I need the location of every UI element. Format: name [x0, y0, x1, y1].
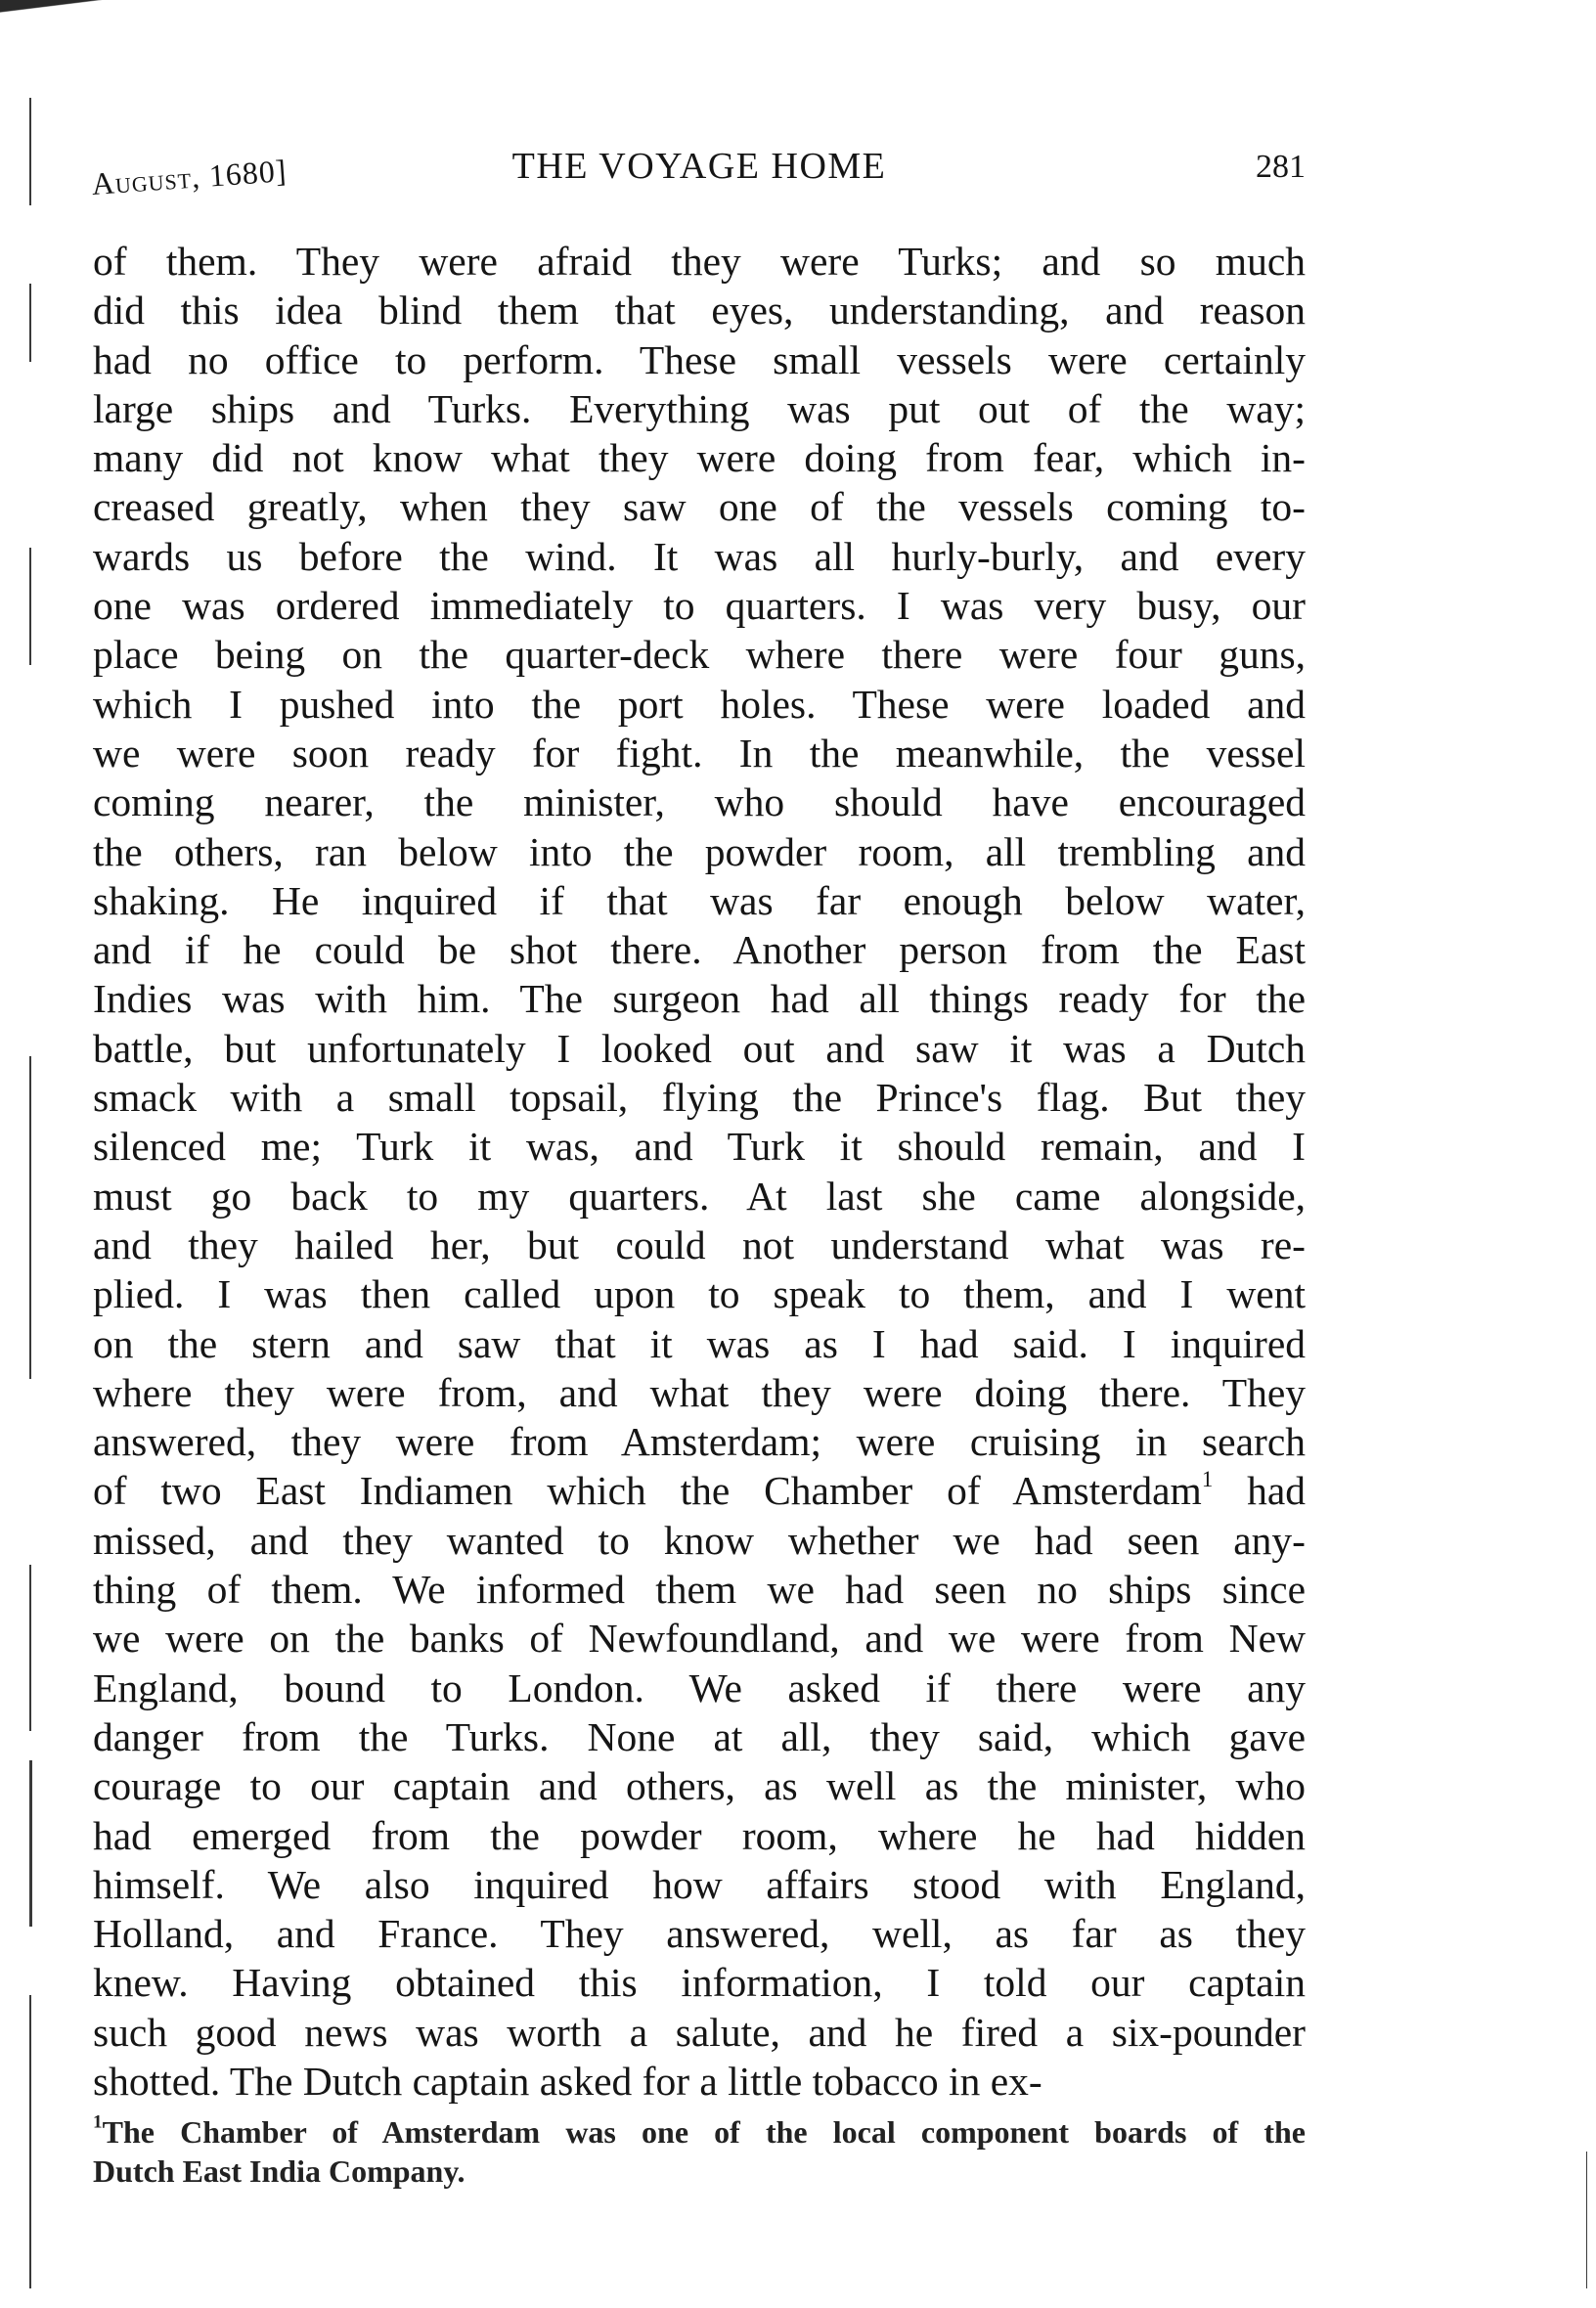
running-head [90, 145, 1306, 203]
text-line: and they hailed her, but could not understand what was re- [93, 1221, 1306, 1267]
text-line: where they were from, and what they were doing there. They [93, 1369, 1306, 1415]
text-line: which I pushed into the port holes. These were loaded and [93, 681, 1306, 727]
text-line: large ships and Turks. Everything was put out of the way; [93, 385, 1306, 431]
scan-edge-line [29, 1565, 31, 1731]
text-line: plied. I was then called upon to speak to them, and I went [93, 1271, 1306, 1317]
text-line: England, bound to London. We asked if there were any [93, 1664, 1306, 1710]
text-line: courage to our captain and others, as well as the minister, who [93, 1763, 1306, 1809]
scan-edge-line [1586, 2152, 1587, 2288]
text-line: wards us before the wind. It was all hurly-burly, and every [93, 533, 1306, 579]
text-line: and if he could be shot there. Another person from the East [93, 927, 1306, 973]
scan-edge-line [29, 98, 31, 205]
text-line: Indies was with him. The surgeon had all things ready for the [93, 976, 1306, 1022]
text-line: Holland, and France. They answered, well, as far as they [93, 1911, 1306, 1957]
text-line: place being on the quarter-deck where there were four guns, [93, 632, 1306, 678]
text-line: thing of them. We informed them we had seen no ships since [93, 1567, 1306, 1613]
text-line: creased greatly, when they saw one of the vessels coming to- [93, 484, 1306, 530]
text-line: must go back to my quarters. At last she came alongside, [93, 1173, 1306, 1219]
text-line: one was ordered immediately to quarters. I was very busy, our [93, 583, 1306, 629]
text-line: on the stern and saw that it was as I had said. I inquired [93, 1320, 1306, 1366]
text-line: such good news was worth a salute, and he fired a six-pounder [93, 2009, 1306, 2055]
footnote [93, 2112, 1306, 2191]
text-line: knew. Having obtained this information, I told our captain [93, 1960, 1306, 2006]
text-line: we were soon ready for fight. In the meanwhile, the vessel [93, 730, 1306, 776]
text-line: had no office to perform. These small vessels were certainly [93, 336, 1306, 382]
text-line-with-footnote-ref [93, 1466, 1306, 1515]
text-line: himself. We also inquired how affairs stood with England, [93, 1861, 1306, 1907]
text-line: we were on the banks of Newfoundland, and we were from New [93, 1616, 1306, 1662]
text-line: shaking. He inquired if that was far enough below water, [93, 877, 1306, 923]
text-line: did this idea blind them that eyes, understanding, and reason [93, 288, 1306, 333]
footnote-line: Dutch East India Company. [93, 2153, 466, 2189]
scan-edge-line [29, 548, 31, 665]
text-line: battle, but unfortunately I looked out and saw it was a Dutch [93, 1025, 1306, 1071]
body-text [93, 237, 1306, 2106]
text-line: missed, and they wanted to know whether we had seen any- [93, 1517, 1306, 1563]
text-line: many did not know what they were doing from fear, which in- [93, 435, 1306, 481]
footnote-reference: 1 [1201, 1467, 1214, 1492]
text-line: coming nearer, the minister, who should have encouraged [93, 779, 1306, 825]
text-line: shotted. The Dutch captain asked for a little tobacco in ex- [93, 2058, 1042, 2104]
scan-corner-mark [0, 0, 205, 68]
text-line: danger from the Turks. None at all, they said, which gave [93, 1713, 1306, 1759]
scan-edge-line [29, 1995, 31, 2288]
footnote-marker: 1 [93, 2111, 103, 2133]
text-line: the others, ran below into the powder room, all trembling and [93, 828, 1306, 874]
text-line: of them. They were afraid they were Turks; and so much [93, 239, 1306, 284]
footnote-text: The Chamber of Amsterdam was one of the local component boards of the [102, 2114, 1306, 2150]
page-number: 281 [1256, 149, 1306, 185]
footnote-line [93, 2112, 1306, 2152]
text-fragment: of two East Indiamen which the Chamber of Amsterdam [93, 1468, 1202, 1514]
scan-edge-line [29, 1056, 31, 1379]
scan-edge-line [29, 284, 31, 362]
text-line: smack with a small topsail, flying the Prince's flag. But they [93, 1075, 1306, 1121]
text-line: had emerged from the powder room, where he had hidden [93, 1812, 1306, 1858]
text-fragment: had [1213, 1468, 1306, 1514]
running-head-title: THE VOYAGE HOME [511, 146, 887, 187]
running-head-date: August, 1680] [90, 153, 288, 202]
text-line: answered, they were from Amsterdam; were cruising in search [93, 1419, 1306, 1465]
scan-edge-line [29, 1760, 32, 1927]
text-line: silenced me; Turk it was, and Turk it should remain, and I [93, 1124, 1306, 1170]
